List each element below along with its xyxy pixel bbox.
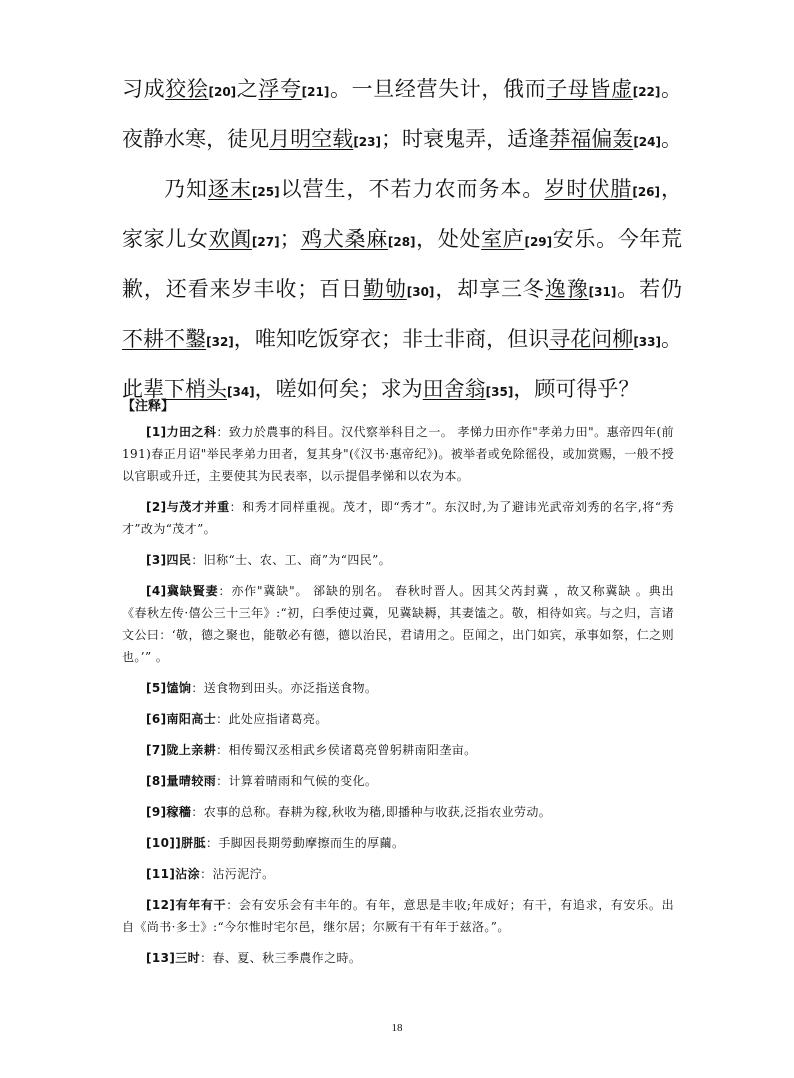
note-term: [2]与茂才并重: [146, 500, 230, 514]
passage-text: 习成: [122, 77, 166, 101]
footnote-marker: [27]: [251, 235, 280, 249]
note-item: [122, 421, 674, 487]
note-item: [122, 770, 674, 792]
passage-text: ，处处: [415, 227, 482, 251]
passage-text: 之: [236, 77, 259, 101]
passage-text: 此辈: [122, 377, 164, 401]
note-term: [4]冀缺賢妻: [146, 584, 219, 598]
passage-line: [122, 164, 682, 214]
passage-text: 。: [660, 127, 683, 151]
footnote-marker: [20]: [208, 85, 237, 99]
footnote-marker: [25]: [251, 185, 280, 199]
footnote-marker: [26]: [632, 185, 661, 199]
note-term: [9]稼穡: [146, 805, 192, 819]
passage-text: 。一旦经营失计，俄而: [329, 77, 547, 101]
footnote-marker: [28]: [387, 235, 416, 249]
passage-text: ，顾可得乎？: [513, 377, 640, 401]
note-item: [122, 863, 674, 885]
note-item: [122, 947, 674, 969]
note-term: [6]南阳高士: [146, 712, 217, 726]
main-passage: [122, 64, 682, 414]
annotated-term: 勤劬: [362, 277, 407, 301]
note-term: [12]有年有干: [146, 898, 227, 912]
note-text: ：致力於農事的科目。汉代察举科目之一。 孝悌力田亦作"孝弟力田"。惠帝四年(前 191)春正月诏"举民孝弟力田者，复其身"(《汉书·惠帝纪》)。被举者或免除徭役，或加赏赐，一般不授以官职或升迁，主要使其为民表率，以示提倡孝悌和以农为本。: [122, 425, 674, 483]
annotated-term: 室庐: [481, 227, 525, 251]
annotated-term: 莽福偏轰: [549, 127, 634, 151]
note-item: [122, 739, 674, 761]
note-term: [5]馌饷: [146, 681, 192, 695]
note-text: ：亦作"冀缺"。 郤缺的别名。 春秋时晋人。因其父芮封冀 ，故又称冀缺 。典出《春秋左传·僖公三十三年》:“初，臼季使过冀，见冀缺耨，其妻馌之。敬，相待如宾。与之归，言诸文公曰：‘敬，德之聚也，能敬必有德，德以治民，君请用之。臣闻之，出门如宾，承事如祭，仁之则也。’” 。: [122, 584, 674, 664]
footnote-marker: [29]: [524, 235, 553, 249]
note-term: [13]三时: [146, 951, 201, 965]
note-item: [122, 894, 674, 938]
annotated-term: 岁时伏腊: [544, 177, 633, 201]
passage-line: [122, 214, 682, 264]
footnote-marker: [31]: [588, 285, 617, 299]
passage-text: ；时衰鬼弄，适逢: [380, 127, 550, 151]
note-item: [122, 496, 674, 540]
note-term: [10]]胼胝: [146, 836, 206, 850]
note-term: [1]力田之科: [146, 425, 217, 439]
annotated-term: 月明空载: [269, 127, 354, 151]
annotated-term: 欢阗: [208, 227, 252, 251]
passage-text: ，却享三冬: [434, 277, 545, 301]
passage-text: 歉，还看来岁丰收；百日: [122, 277, 363, 301]
annotated-term: 寻花问柳: [549, 327, 634, 351]
passage-line: [122, 64, 682, 114]
footnote-marker: [22]: [632, 85, 661, 99]
annotated-term: 狡狯: [165, 77, 209, 101]
footnote-marker: [32]: [206, 335, 234, 349]
note-item: [122, 580, 674, 668]
note-text: ：相传蜀汉丞相武乡侯诸葛亮曾躬耕南阳垄亩。: [216, 743, 477, 757]
annotated-term: 浮夸: [258, 77, 302, 101]
note-text: ：农事的总称。春耕为稼,秋收为穑,即播种与收获,泛指农业劳动。: [191, 805, 552, 819]
footnote-marker: [33]: [633, 335, 661, 349]
note-term: [8]量晴较雨: [146, 774, 217, 788]
note-term: [11]沾涂: [146, 867, 201, 881]
annotated-term: 鸡犬桑麻: [300, 227, 388, 251]
passage-text: 夜静水寒，徒见: [122, 127, 270, 151]
note-text: ：手脚因長期勞動摩擦而生的厚繭。: [205, 836, 405, 850]
passage-text: 以营生，不若力农而务本。: [279, 177, 545, 201]
page-number: 18: [391, 1022, 403, 1034]
footnote-marker: [35]: [485, 385, 514, 399]
note-item: [122, 549, 674, 571]
notes-list: [122, 421, 674, 969]
passage-line: [122, 264, 682, 314]
passage-text: ，唯知吃饭穿衣；非士非商，但识: [233, 327, 550, 351]
note-text: ：会有安乐会有丰年的。有年，意思是丰收;年成好；有干，有追求，有安乐。出自《尚书·多士》:“今尔惟时宅尔邑，继尔居；尔厥有干有年于兹洛。”。: [122, 898, 674, 934]
note-item: [122, 801, 674, 823]
passage-text: 。若仍: [616, 277, 683, 301]
annotated-term: 逐末: [207, 177, 252, 201]
note-text: ：计算着晴雨和气候的变化。: [216, 774, 378, 788]
note-text: ：沾污泥泞。: [200, 867, 275, 881]
passage-text: ；: [279, 227, 301, 251]
passage-text: 。: [660, 77, 683, 101]
annotated-term: 逸豫: [544, 277, 589, 301]
footnote-marker: [30]: [406, 285, 435, 299]
footnote-marker: [24]: [633, 135, 661, 149]
passage-text: 。: [660, 327, 683, 351]
note-text: ：和秀才同样重视。茂才，即“秀才”。东汉时,为了避讳光武帝刘秀的名字,将“秀才”改为“茂才”。: [122, 500, 674, 536]
passage-text: 安乐。今年荒: [552, 227, 683, 251]
note-item: [122, 677, 674, 699]
note-term: [3]四民: [146, 553, 192, 567]
footnote-marker: [34]: [227, 385, 255, 399]
footnote-marker: [21]: [301, 85, 330, 99]
note-item: [122, 708, 674, 730]
passage-text: 乃知: [164, 177, 208, 201]
note-text: ：春、夏、秋三季農作之時。: [200, 951, 362, 965]
note-term: [7]陇上亲耕: [146, 743, 217, 757]
note-text: ：送食物到田头。亦泛指送食物。: [191, 681, 378, 695]
passage-text: ，嗟如何矣；求为: [254, 377, 423, 401]
annotated-term: 不耕不鑿: [122, 327, 207, 351]
note-text: ：旧称“士、农、工、商”为“四民”。: [191, 553, 392, 567]
passage-line: [122, 314, 682, 364]
annotated-term: 田舍翁: [422, 377, 486, 401]
notes-heading: 【注释】: [122, 399, 175, 414]
footnote-marker: [23]: [353, 135, 381, 149]
annotated-term: 下梢头: [164, 377, 227, 401]
annotated-term: 子母皆虚: [546, 77, 633, 101]
passage-text: ，: [660, 177, 682, 201]
note-text: ：此处应指诸葛亮。: [216, 712, 328, 726]
passage-text: 家家儿女: [122, 227, 209, 251]
notes-section: [122, 393, 674, 978]
passage-line: [122, 114, 682, 164]
note-item: [122, 832, 674, 854]
